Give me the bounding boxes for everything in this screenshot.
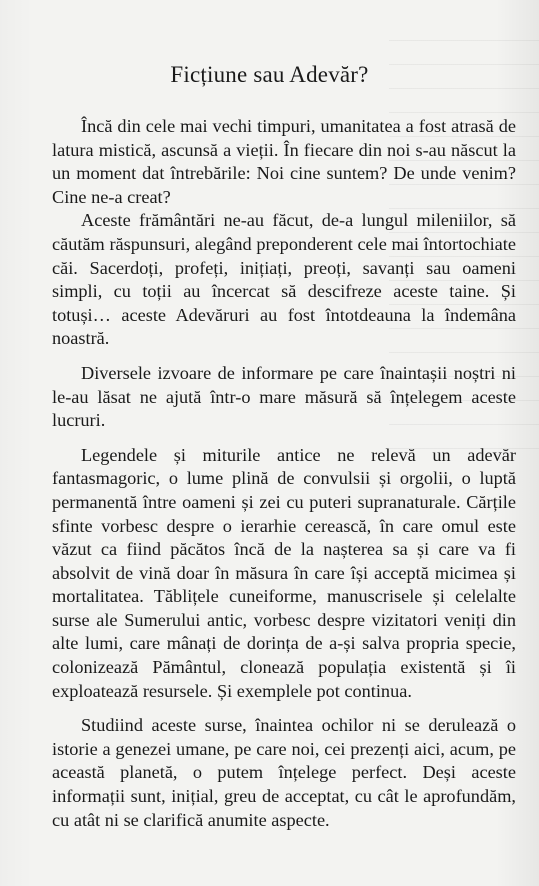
paragraph: Legendele și miturile antice ne relevă un adevăr fantasmagoric, o lume plină de convulsii și orgolii, o luptă permanentă între oameni și zei cu puteri supranaturale. Cărțile sfinte vorbesc despre o ierarhie cerească, în care omul este văzut ca fiind păcătos încă de la nașterea sa și care va fi absolvit de vină doar în măsura în care își acceptă micimea și mortalitatea. Tăblițele cuneiforme, manuscrisele și celelalte surse ale Sumerului antic, vorbesc despre vizitatori veniți din alte lumi, care mânați de dorința de a-și salva propria specie, colonizează Pământul, clonează populația existentă și îi exploatează resursele. Și exemplele pot continua.: [52, 444, 516, 701]
paragraph: Studiind aceste surse, înaintea ochilor ni se derulează o istorie a genezei umane, pe care noi, cei prezenți aici, acum, pe această planetă, o putem înțelege perfect. Deși aceste informații sunt, inițial, greu de acceptat, cu cât le aprofundăm, cu atât ni se clarifică anumite aspecte.: [52, 715, 516, 830]
paragraph: Aceste frământări ne-au făcut, de-a lungul mileniilor, să căutăm răspunsuri, alegând preponderent cele mai întortochiate căi. Sacerdoți, profeți, inițiați, preoți, savanți sau oameni simpli, cu toții au încercat să descifreze aceste taine. Și totuși… aceste Adevăruri au fost întotdeauna la îndemâna noastră.: [52, 210, 516, 349]
paragraph: Diversele izvoare de informare pe care înaintașii noștri ni le-au lăsat ne ajută într-o mare măsură să înțelegem aceste lucruri.: [52, 362, 516, 431]
chapter-title: Ficțiune sau Adevăr?: [170, 62, 369, 87]
body-text: [52, 115, 516, 843]
paragraph: Încă din cele mai vechi timpuri, umanitatea a fost atrasă de latura mistică, ascunsă a vieții. În fiecare din noi s-au născut la un moment dat întrebările: Noi cine suntem? De unde venim? Cine ne-a creat?: [52, 116, 516, 207]
